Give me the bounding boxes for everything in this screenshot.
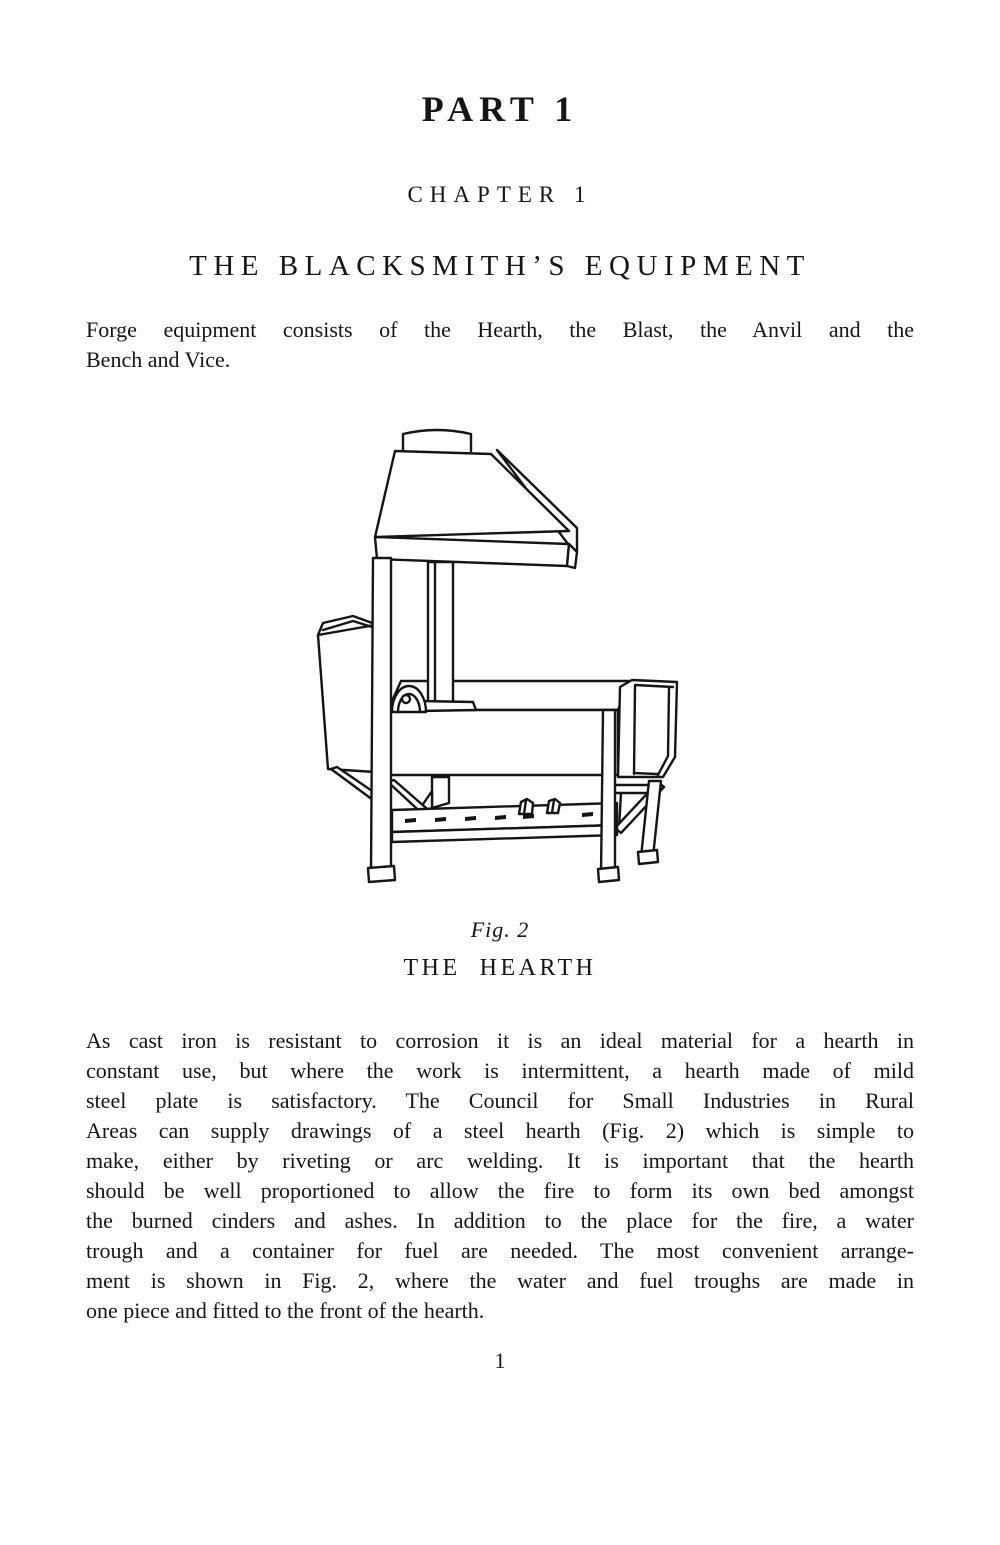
text-line: should be well proportioned to allow the fire to form its own bed amongst — [86, 1178, 914, 1203]
tool-shelf — [392, 803, 617, 842]
chimney-collar — [403, 430, 471, 451]
part-heading: PART 1 — [421, 89, 579, 129]
water-trough — [318, 616, 378, 800]
text-line: As cast iron is resistant to corrosion it is an ideal material for a hearth in — [86, 1028, 914, 1053]
hearth-box — [388, 681, 631, 775]
hearth-front — [388, 710, 618, 775]
column-lower — [432, 777, 449, 808]
text-line: one piece and fitted to the front of the hearth. — [86, 1298, 485, 1323]
page-title: THE BLACKSMITH’S EQUIPMENT — [189, 250, 811, 282]
left-foot — [368, 866, 395, 882]
fuel-trough — [618, 680, 677, 777]
left-post — [371, 558, 391, 874]
text-line: steel plate is satisfactory. The Council for Small Industries in Rural — [86, 1088, 914, 1113]
chimney-hood — [375, 430, 577, 568]
page-number: 1 — [494, 1348, 506, 1373]
hood-rim-band — [375, 537, 569, 566]
chapter-heading: CHAPTER 1 — [407, 182, 593, 207]
text-line: constant use, but where the work is intermittent, a hearth made of mild — [86, 1058, 914, 1083]
text-line: the burned cinders and ashes. In addition to the place for the fire, a water — [86, 1208, 914, 1233]
tuyere-nozzle — [420, 701, 476, 711]
text-line: ment is shown in Fig. 2, where the water and fuel troughs are made in — [86, 1268, 914, 1293]
rear-foot — [638, 850, 658, 864]
hearth-column — [428, 562, 453, 710]
hearth-figure-drawing — [285, 425, 715, 885]
right-post — [601, 710, 615, 875]
text-line: Forge equipment consists of the Hearth, the Blast, the Anvil and the — [86, 317, 914, 342]
body-paragraph — [86, 1026, 914, 1326]
text-line: make, either by riveting or arc welding. It is important that the hearth — [86, 1148, 914, 1173]
text-line: Areas can supply drawings of a steel hearth (Fig. 2) which is simple to — [86, 1118, 914, 1143]
text-line: trough and a container for fuel are needed. The most convenient arrange- — [86, 1238, 914, 1263]
section-heading: THE HEARTH — [403, 955, 597, 981]
figure-caption: Fig. 2 — [470, 917, 530, 942]
intro-paragraph — [86, 315, 914, 375]
right-foot — [598, 867, 619, 882]
text-line: Bench and Vice. — [86, 347, 231, 372]
figure-container — [0, 425, 1000, 885]
